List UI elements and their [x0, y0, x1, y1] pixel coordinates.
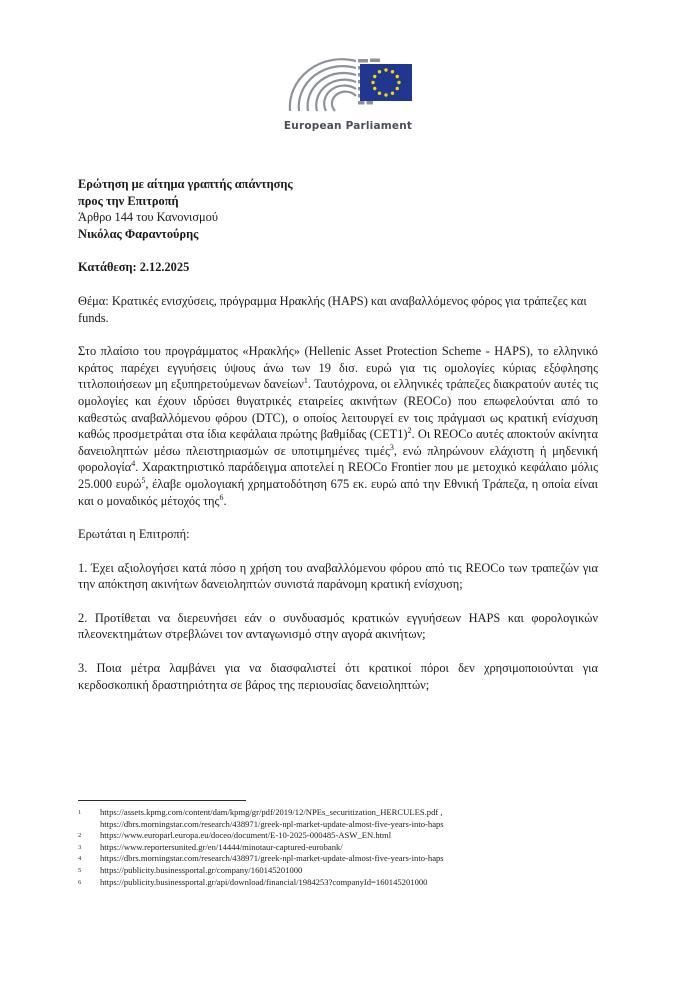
footnote-url[interactable]: https://dbrs.morningstar.com/research/438971/greek-npl-market-update-almost-five-years-into-haps	[100, 853, 444, 864]
tabling-date: Κατάθεση: 2.12.2025	[78, 260, 190, 275]
para-seg-5: . Χαρακτηριστικό παράδειγμα αποτελεί η REOCo Frontier που με μετοχικό κεφάλαιο μόλις 25.000 ευρώ	[78, 460, 598, 491]
footnote-number: 2	[78, 832, 82, 840]
para-seg-1: Στο πλαίσιο του προγράμματος «Ηρακλής» (Hellenic Asset Protection Scheme - HAPS), το ελληνικό κράτος παρέχει εγγυήσεις ύψους άνω των 19 δισ. ευρώ για τις ομολογίες κύριας εξόφλησης τιτλοποιήσεων μη εξυπηρετούμενων δανείων	[78, 344, 598, 392]
footnote-row	[78, 877, 618, 889]
footnote-text	[100, 842, 618, 854]
footnote-url[interactable]: https://assets.kpmg.com/content/dam/kpmg/gr/pdf/2019/12/NPEs_securitization_HERCULES.pdf ,	[100, 807, 443, 817]
footnote-ref-3[interactable]: 3	[389, 442, 394, 452]
para-seg-4: , ενώ πληρώνουν ελάχιστη ή μηδενική φορολογία	[78, 443, 598, 475]
european-parliament-logo-icon	[282, 52, 414, 114]
footnote-list	[78, 807, 618, 888]
para-seg-3: . Οι REOCo αυτές αποκτούν ακίνητα δανειοληπτών μέσω πλειστηριασμών σε υποτιμημένες τιμές	[78, 427, 598, 458]
document-body	[78, 176, 598, 693]
footnote-number: 5	[78, 866, 82, 874]
footnote-ref-4[interactable]: 4	[131, 459, 136, 469]
footnote-row	[78, 865, 618, 877]
footnote-separator	[78, 800, 246, 801]
footnote-number: 4	[78, 855, 82, 863]
footnote-number: 3	[78, 843, 82, 851]
para-seg-2: . Ταυτόχρονα, οι ελληνικές τράπεζες διακρατούν αυτές τις ομολογίες και έχουν ιδρύσει θυγατρικές εταιρείες ακινήτων (REOCo) που επωφελούνται από το καθεστώς αναβαλλόμενου φόρου (DTC), ο οποίος λειτουργεί εν τοις πράγμασι ως κρατική ενίσχυση καθώς προσμετράται στα ίδια κεφάλαια πρώτης βαθμίδας (CET1)	[78, 377, 598, 442]
header-line-author: Νικόλας Φαραντούρης	[78, 226, 199, 241]
logo-wordmark: European Parliament	[283, 120, 413, 132]
footnote-url[interactable]: https://publicity.businessportal.gr/api/download/financial/1984253?companyId=160145201000	[100, 876, 428, 887]
footnote-url[interactable]: https://dbrs.morningstar.com/research/438971/greek-npl-market-update-almost-five-years-into-haps	[100, 818, 444, 829]
header-line-addressee: προς την Επιτροπή	[78, 193, 179, 208]
header-line-rule: Άρθρο 144 του Κανονισμού	[78, 210, 218, 225]
footnote-number: 1	[78, 809, 82, 816]
footnote-ref-1[interactable]: 1	[303, 376, 308, 386]
header-line-title: Ερώτηση με αίτημα γραπτής απάντησης	[78, 177, 293, 191]
footnote-url[interactable]: https://www.reportersunited.gr/en/14444/minotaur-captured-eurobank/	[100, 841, 343, 852]
footnote-url[interactable]: https://www.europarl.europa.eu/doceo/document/E-10-2025-000485-ASW_EN.html	[100, 830, 392, 841]
footnote-text	[100, 865, 618, 877]
footnote-row	[78, 842, 618, 854]
footnote-ref-2[interactable]: 2	[407, 426, 412, 435]
document-header-logo	[0, 52, 696, 132]
question-item-1: 1. Έχει αξιολογήσει κατά πόσο η χρήση του αναβαλλόμενου φόρου από τις REOCo των τραπεζών για την απόκτηση ακινήτων δανειοληπτών συνιστά παράνομη κρατική ενίσχυση;	[78, 560, 598, 592]
footnote-number: 6	[78, 878, 82, 886]
footnote-row	[78, 853, 618, 865]
footnote-row	[78, 830, 618, 842]
main-paragraph	[78, 343, 598, 509]
question-item-3: 3. Ποια μέτρα λαμβάνει για να διασφαλιστεί ότι κρατικοί πόροι δεν χρησιμοποιούνται για κερδοσκοπική δραστηριότητα σε βάρος της περιουσίας δανειοληπτών;	[78, 661, 598, 692]
para-seg-7: .	[223, 493, 227, 508]
question-header	[78, 176, 598, 242]
subject-line: Θέμα: Κρατικές ενισχύσεις, πρόγραμμα Ηρακλής (HAPS) και αναβαλλόμενος φόρος για τράπεζες και funds.	[78, 293, 587, 325]
questions-lead-in: Ερωτάται η Επιτροπή:	[78, 527, 190, 542]
footnote-ref-6[interactable]: 6	[219, 492, 224, 502]
footnote-url[interactable]: https://publicity.businessportal.gr/company/160145201000	[100, 864, 303, 875]
footnote-row	[78, 807, 618, 830]
footnote-text	[100, 830, 618, 842]
footnote-text	[100, 853, 618, 865]
footnote-text	[100, 807, 618, 830]
footnote-text	[100, 877, 618, 889]
question-item-2: 2. Προτίθεται να διερευνήσει εάν ο συνδυασμός κρατικών εγγυήσεων HAPS και φορολογικών πλεονεκτημάτων στρεβλώνει τον ανταγωνισμό στην αγορά ακινήτων;	[78, 610, 598, 642]
footnote-section	[78, 800, 618, 888]
para-seg-6: , έλαβε ομολογιακή χρηματοδότηση 675 εκ. ευρώ από την Εθνική Τράπεζα, η οποία είναι και ο μοναδικός μέτοχός της	[78, 476, 598, 508]
footnote-ref-5[interactable]: 5	[141, 475, 146, 485]
